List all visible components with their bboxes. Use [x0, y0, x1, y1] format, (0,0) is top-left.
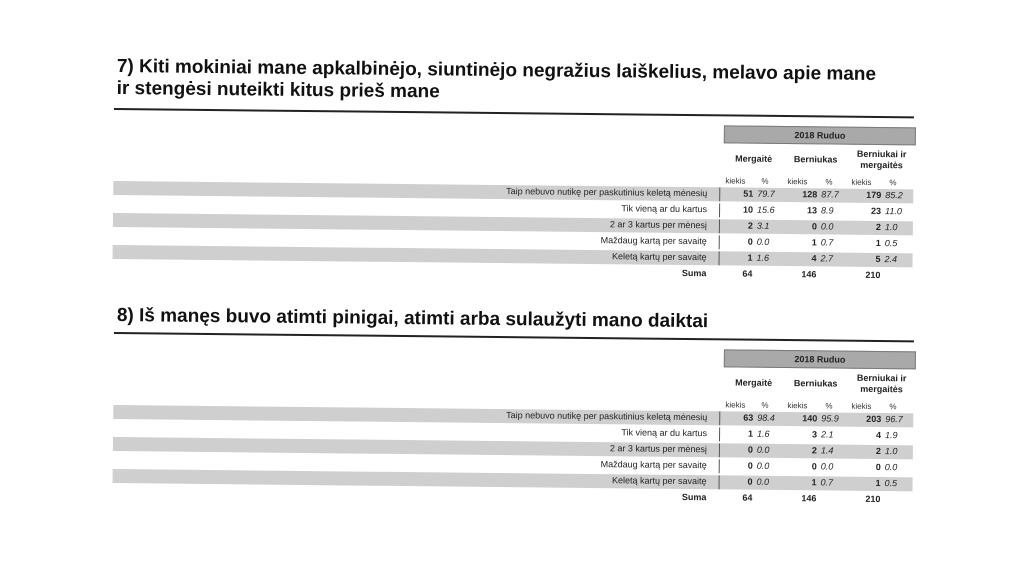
boys-pct: 2.7 [820, 253, 834, 264]
girls-pct: 0.0 [756, 444, 770, 455]
all-pct: 1.0 [884, 222, 898, 233]
divider [719, 459, 720, 473]
girls-pct: 98.4 [757, 412, 775, 423]
all-count: 23 [871, 205, 882, 217]
girls-count: 1 [747, 252, 753, 263]
all-count: 1 [875, 237, 881, 249]
boys-count: 0 [811, 221, 817, 232]
divider [719, 235, 720, 249]
row-label: Maždaug kartą per savaitę [600, 235, 707, 247]
girls-total: 64 [742, 268, 753, 279]
row-label: Keletą kartų per savaitę [611, 251, 707, 263]
boys-count: 3 [812, 429, 818, 440]
row-label: 2 ar 3 kartus per mėnesį [609, 443, 707, 455]
boys-pct: 0.0 [820, 461, 834, 472]
girls-count: 63 [743, 412, 754, 423]
girls-pct: 3.1 [756, 220, 770, 231]
girls-pct: 1.6 [756, 252, 770, 263]
girls-count: 2 [747, 220, 753, 231]
group-header-boys: Berniukas [793, 378, 838, 389]
sub-pct: % [825, 177, 833, 187]
group-header-boys: Berniukas [793, 154, 838, 165]
sub-count: kiekis [851, 177, 872, 187]
all-pct: 0.5 [884, 238, 898, 249]
all-count: 0 [875, 461, 881, 473]
total-label: Suma [681, 267, 707, 279]
group-header-all: Berniukai ir mergaitės [856, 372, 907, 395]
sub-count: kiekis [725, 400, 746, 410]
girls-pct: 0.0 [756, 460, 770, 471]
all-total: 210 [865, 269, 881, 281]
row-label: Tik vieną ar du kartus [621, 427, 708, 439]
boys-pct: 8.9 [821, 205, 834, 216]
sub-pct: % [825, 401, 833, 411]
all-pct: 2.4 [884, 254, 898, 265]
girls-pct: 1.6 [757, 428, 770, 439]
section-8-rule [114, 332, 914, 342]
divider [719, 475, 720, 489]
boys-count: 1 [811, 237, 817, 248]
divider [719, 427, 720, 441]
row-label: Taip nebuvo nutikę per paskutinius keletą mėnesių [506, 186, 708, 199]
all-pct: 1.0 [884, 446, 898, 457]
all-pct: 96.7 [885, 414, 903, 425]
all-count: 1 [875, 477, 881, 489]
row-label: Keletą kartų per savaitę [611, 475, 707, 487]
divider [719, 411, 720, 425]
boys-pct: 2.1 [821, 429, 834, 440]
girls-count: 10 [743, 204, 754, 215]
all-count: 203 [866, 413, 882, 425]
section-7-heading-line2: ir stengėsi nuteikti kitus prieš mane [116, 77, 440, 103]
boys-pct: 0.7 [820, 237, 834, 248]
boys-count: 4 [811, 253, 817, 264]
sub-pct: % [761, 176, 769, 186]
boys-count: 2 [811, 445, 817, 456]
girls-pct: 79.7 [757, 188, 775, 199]
all-pct: 1.9 [885, 430, 898, 441]
boys-total: 146 [801, 269, 817, 280]
all-pct: 85.2 [885, 190, 903, 201]
girls-count: 0 [747, 476, 753, 487]
girls-total: 64 [742, 492, 753, 503]
section-8-heading-line1: 8) Iš manęs buvo atimti pinigai, atimti arba sulaužyti mano daiktai [116, 305, 709, 333]
section-8-heading [117, 305, 708, 333]
row-label: Maždaug kartą per savaitę [600, 459, 707, 471]
girls-pct: 15.6 [757, 204, 775, 215]
boys-pct: 95.9 [821, 413, 839, 424]
all-pct: 0.5 [884, 478, 898, 489]
divider [719, 203, 720, 217]
all-count: 5 [875, 253, 881, 265]
group-header-all: Berniukai ir mergaitės [856, 148, 907, 171]
girls-count: 0 [747, 444, 753, 455]
girls-count: 1 [748, 428, 754, 439]
row-label: Taip nebuvo nutikę per paskutinius keletą mėnesių [506, 410, 708, 423]
all-count: 4 [876, 429, 882, 441]
boys-pct: 87.7 [821, 189, 839, 200]
group-header-girls: Mergaitė [735, 377, 773, 388]
boys-pct: 0.7 [820, 477, 834, 488]
boys-count: 1 [811, 477, 817, 488]
group-header-girls: Mergaitė [735, 153, 773, 164]
boys-count: 140 [802, 413, 818, 424]
all-total: 210 [865, 493, 881, 505]
section-7-heading [117, 56, 877, 108]
period-header: 2018 Ruduo [724, 125, 916, 145]
boys-total: 146 [801, 493, 817, 504]
section-8-table [112, 343, 916, 521]
girls-count: 51 [743, 188, 754, 199]
row-label: 2 ar 3 kartus per mėnesį [609, 219, 707, 231]
row-label: Tik vieną ar du kartus [621, 203, 708, 215]
period-header: 2018 Ruduo [724, 349, 916, 369]
divider [719, 219, 720, 233]
divider [719, 251, 720, 265]
girls-count: 0 [747, 460, 753, 471]
divider [719, 187, 720, 201]
boys-count: 128 [802, 189, 818, 200]
divider [719, 443, 720, 457]
boys-pct: 0.0 [820, 221, 834, 232]
total-label: Suma [681, 491, 707, 503]
all-pct: 0.0 [884, 462, 898, 473]
girls-count: 0 [747, 236, 753, 247]
sub-count: kiekis [787, 401, 808, 411]
all-pct: 11.0 [885, 206, 902, 217]
sub-count: kiekis [725, 176, 746, 186]
all-count: 2 [875, 445, 881, 457]
boys-count: 13 [807, 205, 818, 216]
section-7-heading-line1: 7) Kiti mokiniai mane apkalbinėjo, siuntinėjo negražius laiškelius, melavo apie mane [116, 56, 877, 85]
boys-pct: 1.4 [820, 445, 834, 456]
all-count: 179 [866, 189, 882, 201]
girls-pct: 0.0 [756, 236, 770, 247]
section-7-rule [114, 108, 914, 118]
girls-pct: 0.0 [756, 476, 770, 487]
sub-pct: % [761, 400, 769, 410]
all-count: 2 [875, 221, 881, 233]
sub-pct: % [889, 178, 897, 188]
boys-count: 0 [811, 461, 817, 472]
sub-count: kiekis [787, 177, 808, 187]
sub-count: kiekis [851, 401, 872, 411]
sub-pct: % [889, 402, 897, 412]
section-7-table [112, 119, 916, 297]
